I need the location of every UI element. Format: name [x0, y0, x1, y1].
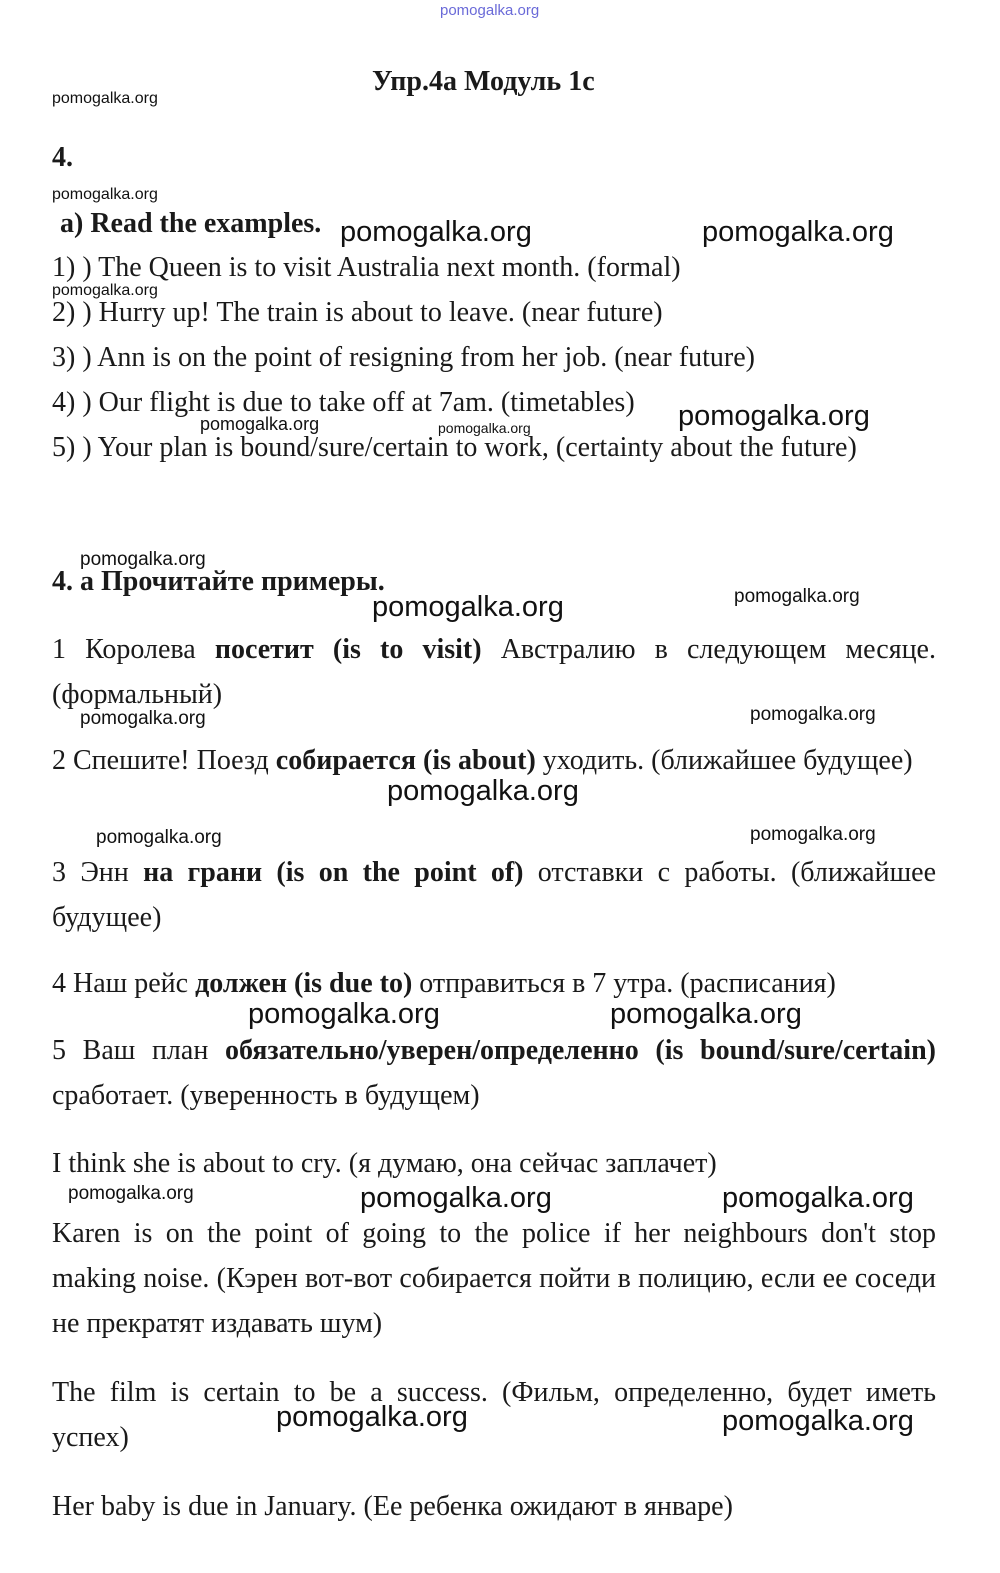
watermark: pomogalka.org: [96, 827, 222, 848]
watermark: pomogalka.org: [52, 186, 158, 203]
exercise-number: 4.: [52, 142, 73, 173]
watermark-top: pomogalka.org: [440, 2, 540, 19]
watermark: pomogalka.org: [80, 549, 206, 570]
english-example-2: 2) ) Hurry up! The train is about to leave. (near future): [52, 297, 663, 328]
russian-item-2: 2 Спешите! Поезд собирается (is about) уходить. (ближайшее будущее): [52, 745, 913, 776]
russian-item-1: 1 Королева посетит (is to visit) Австралию в следующем месяце. (формальный): [52, 634, 936, 710]
watermark: pomogalka.org: [387, 775, 579, 807]
russian-item-3: 3 Энн на грани (is on the point of) отставки с работы. (ближайшее будущее): [52, 857, 936, 933]
watermark: pomogalka.org: [276, 1401, 468, 1433]
watermark: pomogalka.org: [68, 1183, 194, 1204]
watermark: pomogalka.org: [372, 591, 564, 623]
watermark: pomogalka.org: [200, 414, 320, 434]
english-heading: a) Read the examples.: [60, 208, 322, 239]
extra-example-2: Karen is on the point of going to the police if her neighbours don't stop making noise. (Кэрен вот-вот собирается пойти в полицию, если ее соседи не прекратят издавать шум): [52, 1218, 936, 1339]
watermark: pomogalka.org: [438, 420, 531, 436]
english-example-4: 4) ) Our flight is due to take off at 7am. (timetables): [52, 387, 635, 418]
english-example-3: 3) ) Ann is on the point of resigning from her job. (near future): [52, 342, 755, 373]
watermark: pomogalka.org: [722, 1182, 914, 1214]
watermark: pomogalka.org: [750, 704, 876, 725]
watermark: pomogalka.org: [52, 90, 158, 107]
english-example-5: 5) ) Your plan is bound/sure/certain to work, (certainty about the future): [52, 432, 857, 463]
russian-heading: 4. а Прочитайте примеры.: [52, 566, 385, 597]
extra-example-3: The film is certain to be a success. (Фильм, определенно, будет иметь успех): [52, 1377, 936, 1453]
watermark: pomogalka.org: [360, 1182, 552, 1214]
watermark: pomogalka.org: [610, 998, 802, 1030]
watermark: pomogalka.org: [52, 282, 158, 299]
english-example-1: 1) ) The Queen is to visit Australia next month. (formal): [52, 252, 681, 283]
watermark: pomogalka.org: [248, 998, 440, 1030]
page-title: Упр.4а Модуль 1с: [372, 66, 595, 97]
extra-example-1: I think she is about to cry. (я думаю, она сейчас заплачет): [52, 1148, 717, 1179]
watermark: pomogalka.org: [80, 708, 206, 729]
watermark: pomogalka.org: [722, 1405, 914, 1437]
russian-item-5: 5 Ваш план обязательно/уверен/определенно (is bound/sure/certain) сработает. (уверенность в будущем): [52, 1035, 936, 1111]
russian-item-4: 4 Наш рейс должен (is due to) отправиться в 7 утра. (расписания): [52, 968, 836, 999]
extra-example-4: Her baby is due in January. (Ее ребенка ожидают в январе): [52, 1491, 733, 1522]
watermark: pomogalka.org: [702, 216, 894, 248]
watermark: pomogalka.org: [734, 586, 860, 607]
watermark: pomogalka.org: [340, 216, 532, 248]
watermark: pomogalka.org: [678, 400, 870, 432]
watermark: pomogalka.org: [750, 824, 876, 845]
